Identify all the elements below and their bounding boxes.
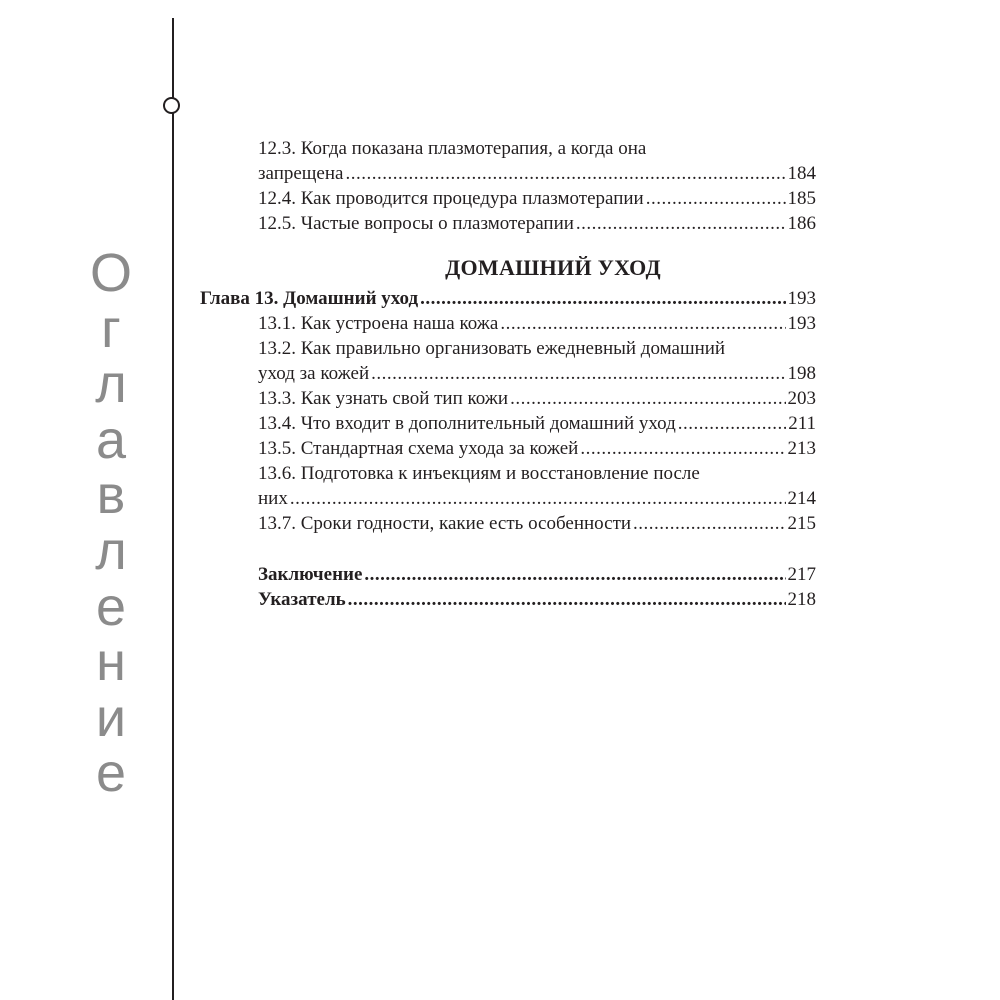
toc-entry-title: них xyxy=(258,488,288,509)
spacer xyxy=(200,536,816,562)
toc-chapter-13[interactable] xyxy=(200,286,816,311)
toc-page-number: 185 xyxy=(787,188,816,209)
toc-entry-title: 13.7. Сроки годности, какие есть особенности xyxy=(258,513,632,534)
side-title-letter: в xyxy=(96,465,126,526)
toc-entry-13-2-line1[interactable] xyxy=(200,336,816,361)
dot-leader xyxy=(576,211,786,236)
toc-chapter-title: Указатель xyxy=(258,589,346,610)
toc-entry-title: 12.3. Когда показана плазмотерапия, а когда она xyxy=(258,138,647,159)
side-title-letter: е xyxy=(95,576,127,637)
toc-page-number: 215 xyxy=(787,513,816,534)
toc-entry-13-1[interactable] xyxy=(200,311,816,336)
toc-conclusion[interactable] xyxy=(200,562,816,587)
toc-page-number: 184 xyxy=(787,163,816,184)
dot-leader xyxy=(510,386,785,411)
vertical-rule xyxy=(172,18,174,1000)
dot-leader xyxy=(371,361,785,386)
dot-leader xyxy=(348,587,786,612)
side-title-letter: О xyxy=(89,243,132,303)
toc-entry-title: 13.6. Подготовка к инъекциям и восстановление после xyxy=(258,463,700,484)
toc-page-number: 186 xyxy=(787,213,816,234)
toc-entry-13-2[interactable] xyxy=(200,361,816,386)
dot-leader xyxy=(420,286,785,311)
toc-chapter-title: Заключение xyxy=(258,564,363,585)
toc-entry-12-5[interactable] xyxy=(200,211,816,236)
toc-page-number: 217 xyxy=(787,564,816,585)
dot-leader xyxy=(580,436,785,461)
toc-page-number: 211 xyxy=(788,413,816,434)
toc-entry-12-3-line1[interactable] xyxy=(200,136,816,161)
dot-leader xyxy=(345,161,785,186)
table-of-contents xyxy=(200,136,816,612)
dot-leader xyxy=(290,486,786,511)
dot-leader xyxy=(678,411,786,436)
toc-page-number: 218 xyxy=(787,589,816,610)
toc-entry-title: запрещена xyxy=(258,163,344,184)
toc-entry-title: 13.2. Как правильно организовать ежедневный домашний xyxy=(258,338,726,359)
toc-entry-title: 13.1. Как устроена наша кожа xyxy=(258,313,499,334)
dot-leader xyxy=(364,562,785,587)
toc-entry-13-6[interactable] xyxy=(200,486,816,511)
dot-leader xyxy=(646,186,786,211)
toc-entry-title: 13.5. Стандартная схема ухода за кожей xyxy=(258,438,579,459)
toc-page-number: 193 xyxy=(787,313,816,334)
dot-leader xyxy=(633,511,785,536)
side-title-letter: л xyxy=(95,520,127,581)
toc-page-number: 213 xyxy=(787,438,816,459)
toc-entry-title: уход за кожей xyxy=(258,363,370,384)
toc-index[interactable] xyxy=(200,587,816,612)
toc-chapter-title: Глава 13. Домашний уход xyxy=(200,288,419,309)
toc-entry-title: 12.4. Как проводится процедура плазмотерапии xyxy=(258,188,644,209)
toc-page-number: 198 xyxy=(787,363,816,384)
side-title-letter: и xyxy=(95,687,127,748)
dot-leader xyxy=(500,311,785,336)
side-title-vertical xyxy=(80,243,142,804)
toc-page-number: 203 xyxy=(787,388,816,409)
toc-entry-12-4[interactable] xyxy=(200,186,816,211)
toc-entry-13-5[interactable] xyxy=(200,436,816,461)
toc-entry-title: 13.4. Что входит в дополнительный домашний уход xyxy=(258,413,676,434)
toc-entry-title: 13.3. Как узнать свой тип кожи xyxy=(258,388,509,409)
side-title-letter: е xyxy=(95,743,127,804)
toc-entry-13-4[interactable] xyxy=(200,411,816,436)
toc-entry-13-7[interactable] xyxy=(200,511,816,536)
side-title-letter: н xyxy=(96,632,126,693)
toc-page-number: 214 xyxy=(787,488,816,509)
toc-page-number: 193 xyxy=(787,288,816,309)
toc-entry-13-6-line1[interactable] xyxy=(200,461,816,486)
side-title-letter: л xyxy=(95,354,127,415)
section-heading: ДОМАШНИЙ УХОД xyxy=(445,255,661,280)
toc-entry-13-3[interactable] xyxy=(200,386,816,411)
rule-circle-marker xyxy=(163,97,180,114)
toc-entry-title: 12.5. Частые вопросы о плазмотерапии xyxy=(258,213,574,234)
side-title-letter: г xyxy=(101,298,121,359)
toc-entry-12-3[interactable] xyxy=(200,161,816,186)
side-title-letter: а xyxy=(95,409,127,470)
